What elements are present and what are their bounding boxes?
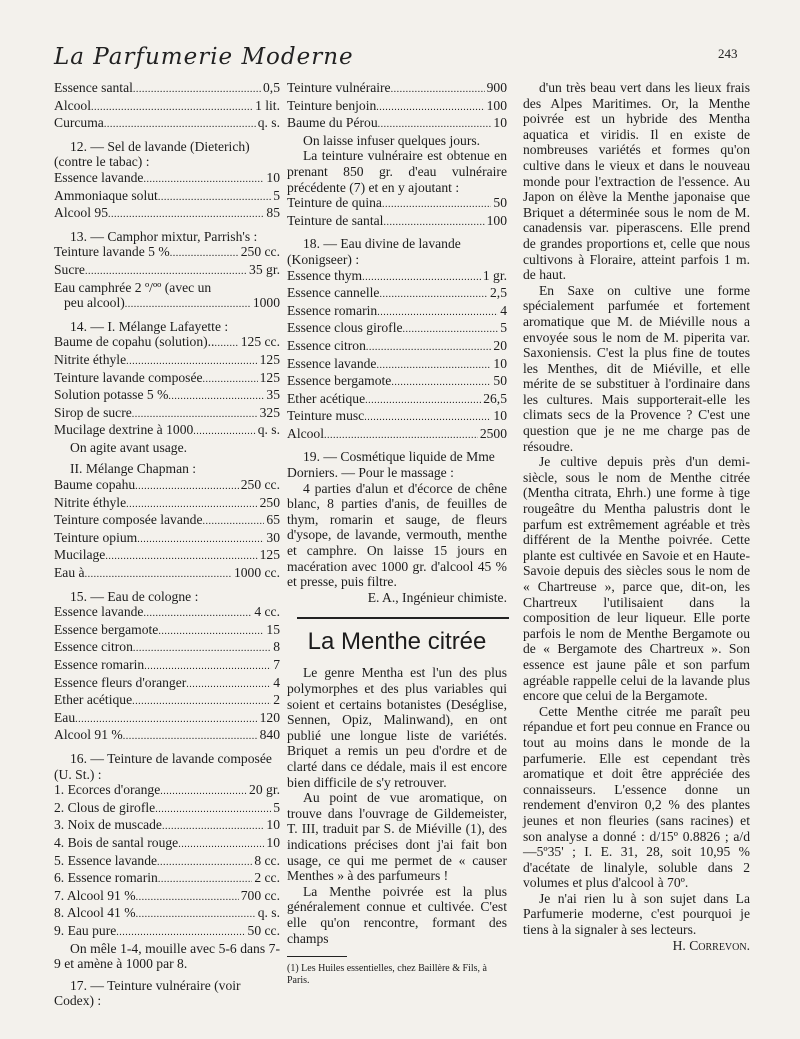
ingredient-label: Teinture opium	[54, 529, 138, 545]
leader-dots	[137, 530, 264, 548]
ingredient-label: Baume du Pérou	[287, 115, 378, 131]
section-18-list	[287, 268, 507, 444]
ingredient-label: 5. Essence lavande	[54, 852, 158, 868]
leader-dots	[193, 422, 255, 440]
ingredient-quantity: 120	[259, 709, 280, 725]
leader-dots	[379, 285, 488, 303]
ingredient-quantity: 26,5	[483, 390, 507, 406]
recipe-row	[54, 817, 280, 835]
section-14b-heading: II. Mélange Chapman :	[70, 461, 197, 477]
col3-paragraph-1: d'un très beau vert dans les lieux frais des Alpes Maritimes. Or, la Menthe poivrée est un hybride des Mentha aquatica et viridis. Il en existe de nombreuses variétés et formes qu'on cultive dans le vieux et dans le nouveau monde pour l'extraction de l'essence. Au Japon on élève la Menthe japonaise que Briquet a déterminée sous le nom de M. canadensis var. piperascens. Elle prend de grandes proportions et, celle que nous cultivons à Floraire, atteint parfois 1 m. de haut.	[523, 80, 750, 283]
camphre-label: peu alcool)	[64, 295, 125, 311]
col3-paragraph-5: Je n'ai rien lu à son sujet dans La Parfumerie moderne, c'est pourquoi je tiens à la signaler à ses lecteurs.	[523, 890, 750, 938]
recipe-row	[287, 373, 507, 391]
ingredient-quantity: 20 gr.	[249, 782, 280, 798]
recipe-row	[54, 244, 280, 262]
recipe-row	[54, 853, 280, 871]
article-paragraph-1: Le genre Mentha est l'un des plus polymorphes et des plus variables qui soient et certains botanistes (Deséglise, Sennen, Opiz, Malinwand), en ont publié une longue liste de variétés. Briquet a remis un peu d'ordre et de clarté dans ce dédale, mais il est encore bien difficile de s'y retrouver.	[287, 665, 507, 790]
section-18-heading: 18. — Eau divine de lavande (Konigseer) :	[287, 236, 461, 267]
ingredient-quantity: q. s.	[257, 115, 280, 131]
section-17-heading: 17. — Teinture vulnéraire (voir Codex) :	[54, 977, 241, 1009]
leader-dots	[391, 80, 485, 98]
ingredient-label: Essence lavande	[54, 604, 144, 620]
section-14-list	[54, 334, 280, 440]
leader-dots	[378, 115, 492, 133]
section-14-note: On agite avant usage.	[70, 439, 188, 455]
ingredient-quantity: 125	[259, 547, 280, 563]
leader-dots	[133, 639, 271, 657]
ingredient-quantity: 250 cc.	[240, 477, 280, 493]
recipe-row	[54, 370, 280, 388]
leader-dots	[214, 334, 238, 352]
section-13-list	[54, 244, 280, 279]
footnote: (1) Les Huiles essentielles, chez Baillère & Fils, à Paris.	[287, 963, 487, 987]
camphre-value: 1000	[252, 295, 280, 311]
masthead: La Parfumerie Moderne	[54, 44, 354, 70]
ingredient-label: Alcool 91 %	[54, 727, 123, 743]
ingredient-label: Teinture musc	[287, 408, 365, 424]
leader-dots	[132, 405, 258, 423]
ingredient-label: Nitrite éthyle	[54, 494, 127, 510]
recipe-row	[287, 426, 507, 444]
section-14-heading: 14. — I. Mélange Lafayette :	[70, 318, 229, 334]
ingredient-label: Teinture lavande 5 %	[54, 244, 170, 260]
ingredient-quantity: 50	[493, 373, 507, 389]
article-paragraph-3: La Menthe poivrée est la plus généralement connue et cultivée. C'est elle qu'on rencontre, formant des champs	[287, 883, 507, 946]
ingredient-quantity: 125 cc.	[240, 334, 280, 350]
recipe-row	[54, 565, 280, 583]
ingredient-quantity: 50	[493, 195, 507, 211]
recipe-row	[287, 213, 507, 231]
recipe-row	[287, 98, 507, 116]
leader-dots	[135, 477, 239, 495]
ingredient-quantity: 10	[493, 115, 507, 131]
leader-dots	[143, 170, 264, 188]
col3-paragraph-4: Cette Menthe citrée me paraît peu répandue et fort peu connue en France ou tout au moins dans le monde de la parfumerie. Elle est cependant très aromatique et doit être appréciée des connaisseurs. L'essence donne un rendement d'environ 0,2 % des plantes jeunes et non fleuries (sans racines) et son analyse a donné : d/15º 0.8826 ; a/d —5º35' ; I. E. 31, 28, soit 10,95 % d'acétate de linalyle, soluble dans 2 volumes et plus d'alcool à 70º.	[523, 703, 750, 891]
leader-dots	[158, 622, 264, 640]
ingredient-quantity: 5	[273, 799, 280, 815]
recipe-row	[54, 782, 280, 800]
leader-dots	[144, 657, 271, 675]
recipe-row	[54, 205, 280, 223]
recipe-row	[54, 387, 280, 405]
leader-dots	[75, 710, 257, 728]
leader-dots	[126, 495, 258, 513]
ingredient-quantity: q. s.	[257, 905, 280, 921]
section-16-note: On mêle 1-4, mouille avec 5-6 dans 7-9 et amène à 1000 par 8.	[54, 940, 280, 972]
ingredient-quantity: 10	[266, 817, 280, 833]
ingredient-label: 8. Alcool 41 %	[54, 905, 136, 921]
ingredient-label: Nitrite éthyle	[54, 351, 127, 367]
ingredient-label: Essence bergamote	[54, 621, 159, 637]
recipe-row	[54, 477, 280, 495]
ingredient-quantity: 85	[266, 205, 280, 221]
author-signature: H. Correvon.	[672, 937, 750, 953]
leader-dots	[168, 387, 264, 405]
leader-dots	[376, 98, 484, 116]
ingredient-quantity: 20	[493, 337, 507, 353]
leader-dots	[123, 727, 258, 745]
ingredient-quantity: 10	[266, 169, 280, 185]
recipe-row	[54, 675, 280, 693]
leader-dots	[136, 905, 256, 923]
ingredient-quantity: 2500	[479, 425, 507, 441]
leader-dots	[377, 303, 498, 321]
ingredient-quantity: 250 cc.	[240, 244, 280, 260]
recipe-row	[287, 303, 507, 321]
ingredient-label: 4. Bois de santal rouge	[54, 834, 179, 850]
leader-dots	[133, 80, 261, 98]
section-19-heading: 19. — Cosmétique liquide de Mme Dorniers. — Pour le massage :	[287, 449, 495, 481]
ingredient-quantity: 125	[259, 351, 280, 367]
leader-dots	[125, 295, 251, 313]
leader-dots	[366, 338, 492, 356]
recipe-row	[54, 80, 280, 98]
col3-paragraph-2: En Saxe on cultive une forme spécialement parfumée et fortement aromatique que M. de Miéville nous a envoyée sous le nom de M. piperita var. Saxoniensis. C'est la plus fine de toutes les Menthes, dit de Miéville, et elle mérite de se substituer à l'ordinaire dans les cultures. Mais supporterait-elle les climats secs de la Provence ? C'est une question que je ne me charge pas de résoudre.	[523, 282, 750, 454]
recipe-row	[287, 356, 507, 374]
ingredient-label: Sirop de sucre	[54, 404, 132, 420]
leader-dots	[203, 370, 258, 388]
column-1	[54, 80, 280, 1009]
section-14b-list	[54, 477, 280, 583]
recipe-row	[54, 98, 280, 116]
footnote-rule	[287, 956, 347, 957]
ingredient-label: Essence romarin	[287, 302, 378, 318]
leader-dots	[158, 870, 253, 888]
article-paragraph-2: Au point de vue aromatique, on trouve dans l'ouvrage de Gildemeister, T. III, traduit par S. de Miéville (1), des indications précises dont j'ai fait bon usage, ce qui me permet de « causer Menthes » à des parfumeurs !	[287, 790, 507, 884]
ingredient-label: Teinture vulnéraire	[287, 80, 391, 95]
ingredient-label: Sucre	[54, 261, 85, 277]
vulneraire-paragraph: La teinture vulnéraire est obtenue en prenant 850 gr. d'eau vulnéraire précédente (7) et en y ajoutant :	[287, 148, 507, 195]
ingredient-label: 2. Clous de girofle	[54, 799, 156, 815]
ingredient-quantity: 7	[273, 657, 280, 672]
ingredient-quantity: 10	[493, 355, 507, 371]
page-number: 243	[718, 46, 738, 61]
leader-dots	[116, 923, 245, 941]
recipe-row	[54, 188, 280, 206]
ingredient-label: Ether acétique	[54, 692, 133, 708]
section-16-heading: 16. — Teinture de lavande composée (U. St.) :	[54, 750, 272, 782]
leader-dots	[85, 262, 247, 280]
recipe-row	[54, 262, 280, 280]
ingredient-label: Essence fleurs d'oranger	[54, 674, 187, 690]
ingredient-label: Teinture benjoin	[287, 97, 377, 113]
column-2	[287, 80, 507, 987]
leader-dots	[203, 512, 265, 530]
section-15-heading: 15. — Eau de cologne :	[70, 588, 199, 604]
recipe-row	[54, 512, 280, 530]
top-recipe-list	[54, 80, 280, 133]
ingredient-label: 7. Alcool 91 %	[54, 887, 136, 903]
recipe-row	[54, 870, 280, 888]
ingredient-label: 3. Noix de muscade	[54, 817, 162, 833]
ingredient-label: Solution potasse 5 %	[54, 387, 169, 403]
recipe-row	[54, 115, 280, 133]
recipe-row	[54, 530, 280, 548]
infuse-note: On laisse infuser quelques jours.	[303, 132, 481, 148]
leader-dots	[362, 268, 481, 286]
ingredient-label: Essence clous girofle	[287, 320, 403, 336]
recipe-row	[287, 268, 507, 286]
ingredient-label: Baume de copahu (solution)..	[54, 334, 215, 350]
section-19-paragraph: 4 parties d'alun et d'écorce de chêne blanc, 8 parties d'anis, de feuilles de thym, romarin et sauge, de fleurs d'ysope, de lavande, vermouth, menthe et camphre. On laisse 15 jours en macération avec 1000 gr. d'alcool 45 % et presse, puis filtre.	[287, 480, 507, 590]
ingredient-quantity: 0,5	[263, 80, 280, 95]
recipe-row	[54, 923, 280, 941]
recipe-row	[54, 604, 280, 622]
ingredient-quantity: 8 cc.	[254, 852, 280, 868]
section-16-list	[54, 782, 280, 940]
leader-dots	[162, 817, 264, 835]
recipe-row	[54, 710, 280, 728]
ingredient-label: Teinture lavande composée	[54, 369, 203, 385]
section-12-heading: 12. — Sel de lavande (Dieterich) (contre le tabac) :	[54, 138, 250, 170]
recipe-signature: E. A., Ingénieur chimiste.	[367, 589, 507, 605]
recipe-row	[287, 320, 507, 338]
recipe-row	[54, 622, 280, 640]
leader-dots	[170, 244, 239, 262]
ingredient-quantity: 1 lit.	[255, 97, 280, 113]
recipe-row	[54, 657, 280, 675]
leader-dots	[383, 213, 484, 231]
ingredient-label: 9. Eau pure	[54, 922, 117, 938]
ingredient-quantity: 10	[266, 834, 280, 850]
ingredient-quantity: 50 cc.	[247, 922, 280, 938]
ingredient-label: 1. Ecorces d'orange	[54, 782, 161, 798]
ingredient-quantity: 100	[486, 212, 507, 228]
ingredient-quantity: 5	[273, 187, 280, 203]
recipe-row	[287, 338, 507, 356]
leader-dots	[158, 188, 271, 206]
leader-dots	[186, 675, 271, 693]
vulneraire-list	[287, 80, 507, 133]
leader-dots	[178, 835, 264, 853]
ingredient-label: Teinture composée lavande	[54, 512, 203, 528]
ingredient-label: Mucilage	[54, 547, 106, 563]
leader-dots	[403, 320, 499, 338]
recipe-row	[54, 495, 280, 513]
leader-dots	[160, 782, 247, 800]
ingredient-label: Alcool	[287, 425, 324, 441]
column-3	[523, 80, 750, 953]
recipe-row	[287, 115, 507, 133]
ingredient-label: Essence cannelle	[287, 285, 380, 301]
ingredient-quantity: 5	[500, 320, 507, 336]
leader-dots	[376, 356, 491, 374]
ingredient-label: Mucilage dextrine à 1000	[54, 422, 194, 438]
ingredient-label: Eau	[54, 709, 76, 725]
ingredient-quantity: 4 cc.	[254, 604, 280, 620]
section-12-list	[54, 170, 280, 223]
ingredient-label: Curcuma	[54, 115, 104, 131]
recipe-row	[54, 170, 280, 188]
ingredient-label: Baume copahu	[54, 477, 136, 493]
ingredient-label: Essence bergamote	[287, 373, 392, 389]
article-title: La Menthe citrée	[307, 628, 487, 656]
ingredient-label: Essence citron	[287, 337, 366, 353]
section-13-heading: 13. — Camphor mixtur, Parrish's :	[70, 228, 258, 244]
leader-dots	[136, 888, 239, 906]
recipe-row	[54, 422, 280, 440]
recipe-row	[54, 639, 280, 657]
col3-paragraph-3: Je cultive depuis près d'un demi-siècle, sous le nom de Menthe citrée (Mentha citrata, Ehrh.) une forme à tige rougeâtre du Mentha palustris dont le parfum est extrêmement agréable et très différent de la Menthe poivrée. Cette plante est cultivée en Savoie et en Haute-Savoie depuis des siècles sous le nom de « Chartreuse », parce que, dit-on, les Chartreux l'utilisaient dans la composition de leur liqueur. Elle porte parfois le nom de Menthe Bergamote ou de « Bergamote des Chartreux ». Son essence est jaune pâle et son parfum agréable rappelle celui de la lavande plus encore que celui de la Bergamote.	[523, 454, 750, 704]
leader-dots	[155, 800, 271, 818]
section-15-list	[54, 604, 280, 745]
leader-dots	[91, 98, 253, 116]
leader-dots	[391, 373, 491, 391]
quina-list	[287, 195, 507, 230]
ingredient-label: Alcool	[54, 97, 91, 113]
ingredient-quantity: 2 cc.	[254, 870, 280, 886]
ingredient-label: Teinture de santal	[287, 212, 384, 228]
recipe-row	[54, 352, 280, 370]
leader-dots	[104, 115, 256, 133]
ingredient-label: 6. Essence romarin	[54, 870, 158, 886]
ingredient-quantity: 840	[259, 727, 280, 743]
leader-dots	[132, 692, 271, 710]
ingredient-label: Essence citron	[54, 639, 133, 655]
leader-dots	[105, 547, 257, 565]
ingredient-quantity: 125	[259, 369, 280, 385]
recipe-row	[54, 800, 280, 818]
recipe-row	[54, 334, 280, 352]
ingredient-quantity: 900	[486, 80, 507, 95]
leader-dots	[364, 408, 491, 426]
ingredient-quantity: 325	[259, 404, 280, 420]
recipe-row	[54, 405, 280, 423]
leader-dots	[85, 565, 232, 583]
leader-dots	[324, 426, 478, 444]
article-separator-rule	[297, 617, 509, 619]
ingredient-quantity: 35 gr.	[249, 261, 280, 277]
leader-dots	[382, 195, 491, 213]
ingredient-quantity: 700 cc.	[240, 887, 280, 903]
ingredient-quantity: 100	[486, 97, 507, 113]
ingredient-label: Essence romarin	[54, 657, 145, 672]
ingredient-quantity: 15	[266, 621, 280, 637]
ingredient-quantity: 8	[273, 639, 280, 655]
ingredient-quantity: 4	[273, 674, 280, 690]
ingredient-label: Essence lavande	[54, 169, 144, 185]
ingredient-quantity: 1 gr.	[482, 267, 507, 283]
ingredient-label: Essence lavande	[287, 355, 377, 371]
recipe-row	[287, 285, 507, 303]
ingredient-quantity: 10	[493, 408, 507, 424]
ingredient-quantity: 4	[500, 302, 507, 318]
ingredient-quantity: 35	[266, 387, 280, 403]
leader-dots	[126, 352, 258, 370]
recipe-row	[287, 195, 507, 213]
ingredient-label: Essence santal	[54, 80, 133, 95]
leader-dots	[157, 853, 252, 871]
camphre-line-1: Eau camphrée 2 º/ºº (avec un	[54, 279, 212, 295]
recipe-row	[287, 391, 507, 409]
leader-dots	[365, 391, 481, 409]
ingredient-quantity: 250	[259, 494, 280, 510]
ingredient-quantity: 2,5	[490, 285, 507, 301]
recipe-row	[287, 408, 507, 426]
ingredient-label: Alcool 95	[54, 205, 108, 221]
ingredient-label: Ether acétique	[287, 390, 366, 406]
leader-dots	[143, 604, 252, 622]
ingredient-label: Essence thym	[287, 267, 363, 283]
ingredient-label: Eau à	[54, 565, 85, 581]
recipe-row	[54, 727, 280, 745]
recipe-row	[54, 905, 280, 923]
leader-dots	[108, 205, 264, 223]
camphre-line-2	[54, 295, 280, 313]
ingredient-label: Ammoniaque solut	[54, 187, 158, 203]
ingredient-quantity: 65	[266, 512, 280, 528]
ingredient-quantity: 2	[273, 692, 280, 708]
ingredient-quantity: 30	[266, 529, 280, 545]
recipe-row	[287, 80, 507, 98]
recipe-row	[54, 547, 280, 565]
ingredient-quantity: q. s.	[257, 422, 280, 438]
recipe-row	[54, 835, 280, 853]
ingredient-label: Teinture de quina	[287, 195, 382, 211]
ingredient-quantity: 1000 cc.	[233, 565, 280, 581]
recipe-row	[54, 888, 280, 906]
recipe-row	[54, 692, 280, 710]
